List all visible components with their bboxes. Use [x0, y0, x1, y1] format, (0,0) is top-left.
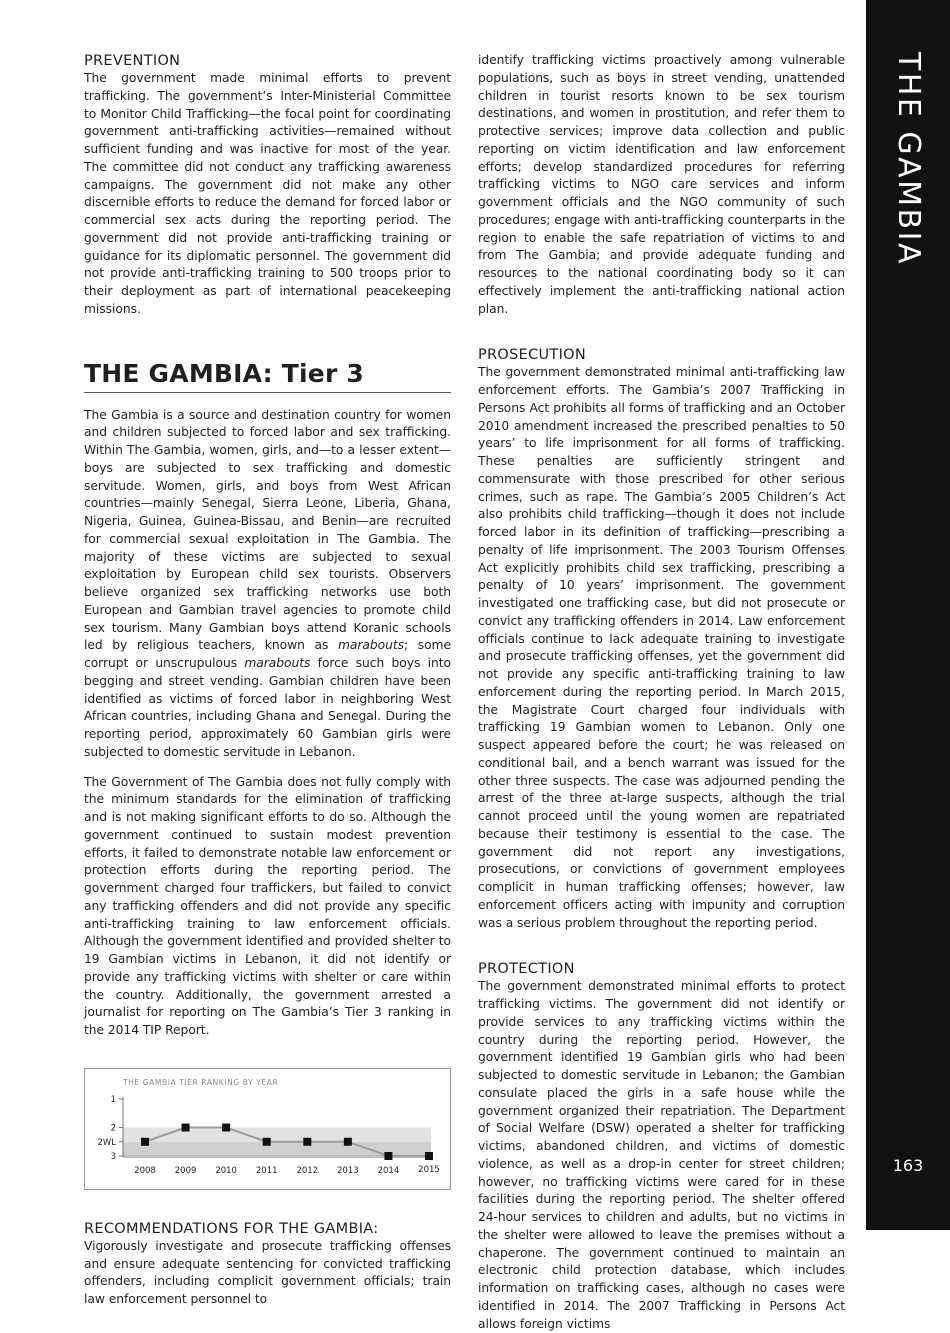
- protection-paragraph: The government demonstrated minimal efforts to protect trafficking victims. The government did not identify or provide services to any trafficking victims within the country during the reporting period. However, the government identified 19 Gambian girls who had been subjected to domestic servitude in Lebanon; the Gambian consulate placed the girls in a safe house while the government organized their repatriation. The Department of Social Welfare (DSW) operated a shelter for trafficking victims, abandoned children, and victims of domestic violence, as well as a drop-in center for street children; however, no trafficking victims were cared for in these facilities during the reporting period. The shelter offered 24-hour services to children and adults, but no victims in the shelter were allowed to leave the premises without a chaperone. The government continued to maintain an electronic child protection database, which includes information on trafficking cases, although no cases were identified in 2014. The 2007 Trafficking in Persons Act allows foreign victims: [478, 979, 845, 1331]
- recommendations-continued: identify trafficking victims proactively among vulnerable populations, such as boys in street vending, unattended children in tourist resorts known to be sex tourism destinations, and women in prostitution, and refer them to protective services; improve data collection and public reporting on victim identification and law enforcement efforts; develop standardized procedures for referring trafficking victims to NGO care services and inform government officials and the NGO community of such procedures; engage with anti-trafficking counterparts in the region to enable the safe repatriation of victims to and from The Gambia; and provide adequate funding and resources to the national coordinating body so it can effectively implement the anti-trafficking national action plan.: [478, 53, 845, 316]
- tier-ranking-chart: [84, 1068, 451, 1190]
- sidebar-country-label: THE GAMBIA: [891, 52, 926, 266]
- tier-marker-2012: [303, 1138, 311, 1146]
- tier-marker-2013: [344, 1138, 352, 1146]
- intro-text-a: The Gambia is a source and destination country for women and children subjected to forced labor and sex trafficking. Within The Gambia, women, girls, and—to a lesser extent—boys are subjected to sex trafficking and domestic servitude. Women, girls, and boys from West African countries—mainly Senegal, Sierra Leone, Liberia, Ghana, Nigeria, Guinea, Guinea-Bissau, and Benin—are recruited for commercial sexual exploitation in The Gambia. The majority of these victims are subjected to sexual exploitation by European child sex tourists. Observers believe organized sex trafficking networks use both European and Gambian travel agencies to promote child sex tourism. Many Gambian boys attend Koranic schools led by religious teachers, known as: [84, 407, 451, 653]
- recommendations-heading: RECOMMENDATIONS FOR THE GAMBIA:: [84, 1220, 379, 1237]
- band-tier-1: [123, 1099, 431, 1128]
- intro-italic-marabouts-2: marabouts: [244, 656, 311, 670]
- intro-text-c: force such boys into begging and street vending. Gambian children have been identified as victims of forced labor in neighboring West African countries, including Ghana and Senegal. During the reporting period, approximately 60 Gambian girls were subjected to domestic servitude in Lebanon.: [84, 656, 451, 759]
- tier-marker-2014: [384, 1152, 392, 1160]
- page-title: THE GAMBIA: Tier 3: [84, 359, 451, 393]
- y-tick-label: 3: [110, 1151, 116, 1162]
- y-tick-label: 1: [110, 1094, 116, 1105]
- prevention-heading: PREVENTION: [84, 53, 181, 69]
- intro-text-b: ; some corrupt or unscrupulous: [84, 638, 451, 670]
- country-narrative: [84, 407, 451, 1040]
- band-tier-2: [123, 1127, 431, 1141]
- x-tick-label: 2008: [134, 1165, 156, 1176]
- prevention-paragraph: The government made minimal efforts to prevent trafficking. The government’s Inter-Ministerial Committee to Monitor Child Trafficking—the focal point for coordinating government anti-trafficking activities—remained without sufficient funding and was inactive for most of the year. The committee did not conduct any trafficking awareness campaigns. The government did not make any other discernible efforts to reduce the demand for forced labor or commercial sex acts during the reporting period. The government did not provide anti-trafficking training or guidance for its diplomatic personnel. The government did not provide anti-trafficking training to 500 troops prior to their deployment as part of international peacekeeping missions.: [84, 71, 451, 316]
- x-tick-label: 2012: [296, 1165, 319, 1176]
- sidebar-title: [866, 52, 950, 292]
- intro-paragraph-2: The Government of The Gambia does not fully comply with the minimum standards for the elimination of trafficking and is not making significant efforts to do so. Although the government continued to sustain modest prevention efforts, it failed to demonstrate notable law enforcement or protection efforts during the reporting period. The government charged four traffickers, but failed to convict any trafficking offenders and did not provide any specific anti-trafficking training to law enforcement officials. Although the government identified and provided shelter to 19 Gambian victims in Lebanon, it did not identify or provide any trafficking victims with shelter or care within the country. Additionally, the government arrested a journalist for reporting on The Gambia’s Tier 3 ranking in the 2014 TIP Report.: [84, 774, 451, 1037]
- right-column: [478, 52, 845, 1333]
- tier-marker-2010: [222, 1123, 230, 1131]
- y-tick-label: 2WL: [97, 1137, 116, 1148]
- x-tick-label: 2010: [215, 1165, 237, 1176]
- x-tick-label: 2011: [255, 1165, 278, 1176]
- page-number: 163: [892, 1156, 924, 1175]
- tier-ranking-chart-svg: [85, 1069, 452, 1191]
- recommendations-paragraph: Vigorously investigate and prosecute trafficking offenses and ensure adequate sentencing for convicted trafficking offenders, including complicit government officials; train law enforcement personnel to: [84, 1238, 451, 1306]
- protection-heading: PROTECTION: [478, 961, 575, 978]
- y-tick-label: 2: [110, 1123, 116, 1134]
- tier-marker-2008: [141, 1138, 149, 1146]
- intro-paragraph-1: [84, 407, 451, 762]
- x-tick-label: 2009: [174, 1165, 197, 1176]
- tier-marker-2011: [263, 1138, 271, 1146]
- x-tick-label: 2013: [337, 1165, 359, 1176]
- prosecution-paragraph: The government demonstrated minimal anti-trafficking law enforcement efforts. The Gambia’s 2007 Trafficking in Persons Act prohibits all forms of trafficking and an October 2010 amendment increased the prescribed penalties to 50 years’ to life imprisonment for all forms of trafficking. These penalties are sufficiently stringent and commensurate with those prescribed for other serious crimes, such as rape. The Gambia’s 2005 Children’s Act also prohibits child trafficking—though it does not include forced labor in its definition of trafficking—prescribing a penalty of life imprisonment. The 2003 Tourism Offenses Act explicitly prohibits child sex trafficking, prescribing a penalty of 10 years’ imprisonment. The government investigated one trafficking case, but did not prosecute or convict any trafficking offenders in 2014. Law enforcement officials continue to lack adequate training to investigate and prosecute trafficking offenses, yet the government did not provide any specific anti-trafficking training to law enforcement during the reporting period. In March 2015, the Magistrate Court charged four individuals with trafficking 19 Gambian women to Lebanon. Only one suspect appeared before the court; he was released on conditional bail, and a bench warrant was issued for the other three suspects. The case was adjourned pending the arrest of the three at-large suspects, although the trial cannot proceed until the young women are repatriated because their testimony is essential to the case. The government did not report any investigations, prosecutions, or convictions of government employees complicit in human trafficking offenses; however, law enforcement officers acting with impunity and corruption was a serious problem throughout the reporting period.: [478, 365, 845, 930]
- tier-marker-2015: [425, 1152, 433, 1160]
- chart-title: THE GAMBIA TIER RANKING BY YEAR: [123, 1077, 279, 1087]
- country-sidebar: [866, 0, 950, 1230]
- x-tick-label: 2015: [418, 1164, 440, 1175]
- x-tick-label: 2014: [377, 1165, 400, 1176]
- left-column: [84, 52, 451, 1309]
- intro-italic-marabouts-1: marabouts: [337, 638, 404, 653]
- tier-marker-2009: [182, 1123, 190, 1131]
- prosecution-heading: PROSECUTION: [478, 347, 587, 364]
